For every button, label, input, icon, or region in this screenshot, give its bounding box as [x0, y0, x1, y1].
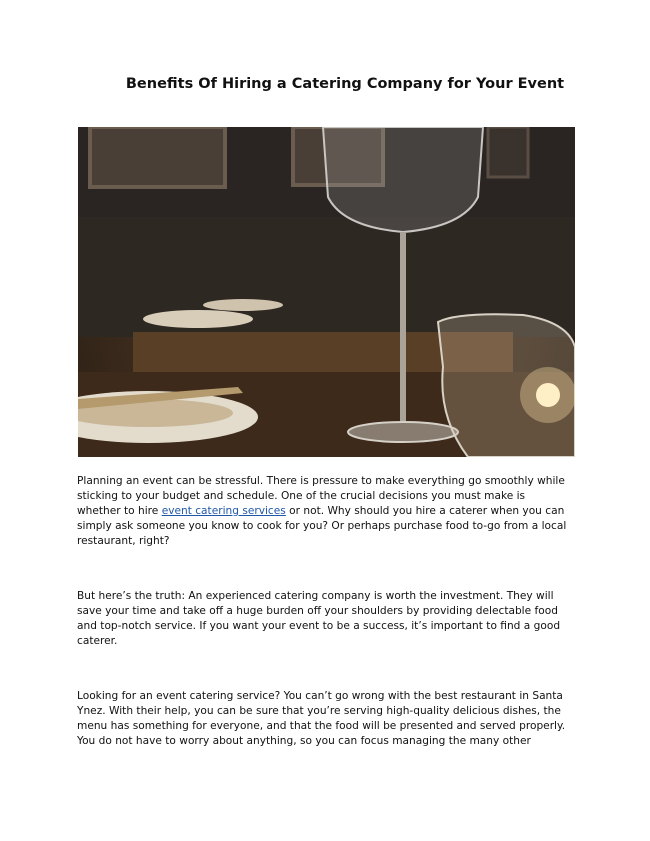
page-title: Benefits Of Hiring a Catering Company for Your Event	[125, 76, 565, 92]
event-catering-services-link[interactable]: event catering services	[161, 505, 286, 517]
text-line: Planning an event can be stressful. There is pressure to make everything go smoothly while	[77, 475, 565, 487]
restaurant-table-photo	[78, 127, 575, 457]
paragraph-looking	[77, 689, 565, 749]
text-line: caterer.	[77, 635, 118, 647]
text-line: Ynez. With their help, you can be sure that you’re serving high-quality delicious dishes, the	[77, 705, 561, 717]
text-line: save your time and take off a huge burden off your shoulders by providing delectable food	[77, 605, 558, 617]
text-line: Looking for an event catering service? You can’t go wrong with the best restaurant in Santa	[77, 690, 563, 702]
text-line: and top-notch service. If you want your event to be a success, it’s important to find a good	[77, 620, 561, 632]
text-line: simply ask someone you know to cook for you? Or perhaps purchase food to-go from a local	[77, 520, 567, 532]
text-line: You do not have to worry about anything, so you can focus managing the many other	[77, 735, 531, 747]
wine-glass-illustration	[78, 127, 575, 457]
text-line: menu has something for everyone, and that the food will be presented and served properly.	[77, 720, 566, 732]
text-line: sticking to your budget and schedule. One of the crucial decisions you must make is	[77, 490, 526, 502]
paragraph-intro	[77, 474, 566, 549]
text-line	[77, 504, 566, 519]
text-segment: whether to hire	[77, 505, 162, 517]
paragraph-truth	[77, 589, 560, 649]
text-line: restaurant, right?	[77, 535, 170, 547]
text-segment: or not. Why should you hire a caterer when you can	[285, 505, 565, 517]
text-line: But here’s the truth: An experienced catering company is worth the investment. They will	[77, 590, 554, 602]
